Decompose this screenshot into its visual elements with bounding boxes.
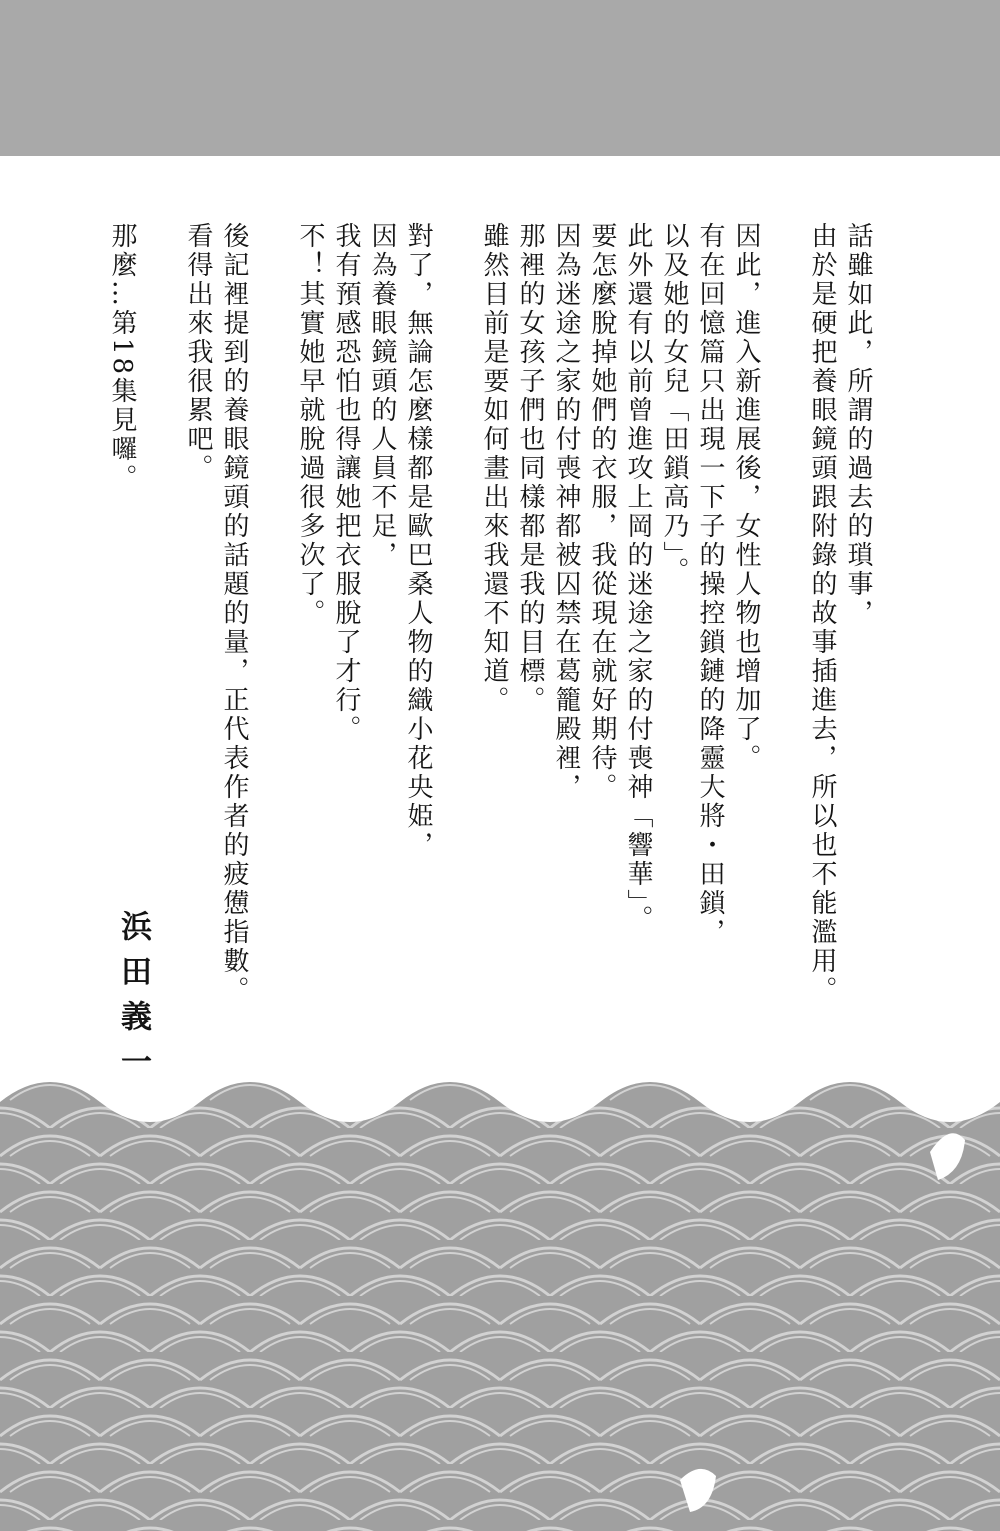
wave-pattern (0, 1072, 1000, 1531)
text-column: 因為養眼鏡頭的人員不足， (367, 222, 397, 570)
paragraph-2 (476, 222, 764, 947)
afterword-text (64, 222, 876, 1102)
paragraph-5 (104, 222, 140, 493)
top-gray-band (0, 0, 1000, 156)
text-column: 有在回憶篇只出現一下子的操控鎖鏈的降靈大將・田鎖， (695, 222, 725, 947)
text-column: 由於是硬把養眼鏡頭跟附錄的故事插進去，所以也不能濫用。 (807, 222, 837, 1005)
text-column: 以及她的女兒「田鎖高乃」。 (659, 222, 689, 586)
text-column: 那麼…第18集見囉。 (107, 222, 137, 494)
text-column: 不！其實她早就脫過很多次了。 (295, 222, 325, 628)
text-column: 後記裡提到的養眼鏡頭的話題的量，正代表作者的疲憊指數。 (219, 222, 249, 1005)
text-column: 因為迷途之家的付喪神都被囚禁在葛籠殿裡， (551, 222, 581, 802)
text-column: 那裡的女孩子們也同樣都是我的目標。 (515, 222, 545, 715)
text-column: 要怎麼脫掉她們的衣服，我從現在就好期待。 (587, 222, 617, 802)
text-column: 我有預感恐怕也得讓她把衣服脫了才行。 (331, 222, 361, 744)
author-signature: 浜田義一 (115, 910, 151, 1090)
text-column: 因此，進入新進展後，女性人物也增加了。 (731, 222, 761, 773)
text-column: 此外還有以前曾進攻上岡的迷途之家的付喪神「響華」。 (623, 222, 653, 934)
paragraph-3 (292, 222, 436, 860)
paragraph-4 (180, 222, 252, 1005)
text-column: 看得出來我很累吧。 (183, 222, 213, 483)
paragraph-1 (804, 222, 876, 1005)
text-column: 雖然目前是要如何畫出來我還不知道。 (479, 222, 509, 715)
text-column: 話雖如此，所謂的過去的瑣事， (843, 222, 873, 628)
text-column: 對了，無論怎麼樣都是歐巴桑人物的織小花央姫， (403, 222, 433, 860)
